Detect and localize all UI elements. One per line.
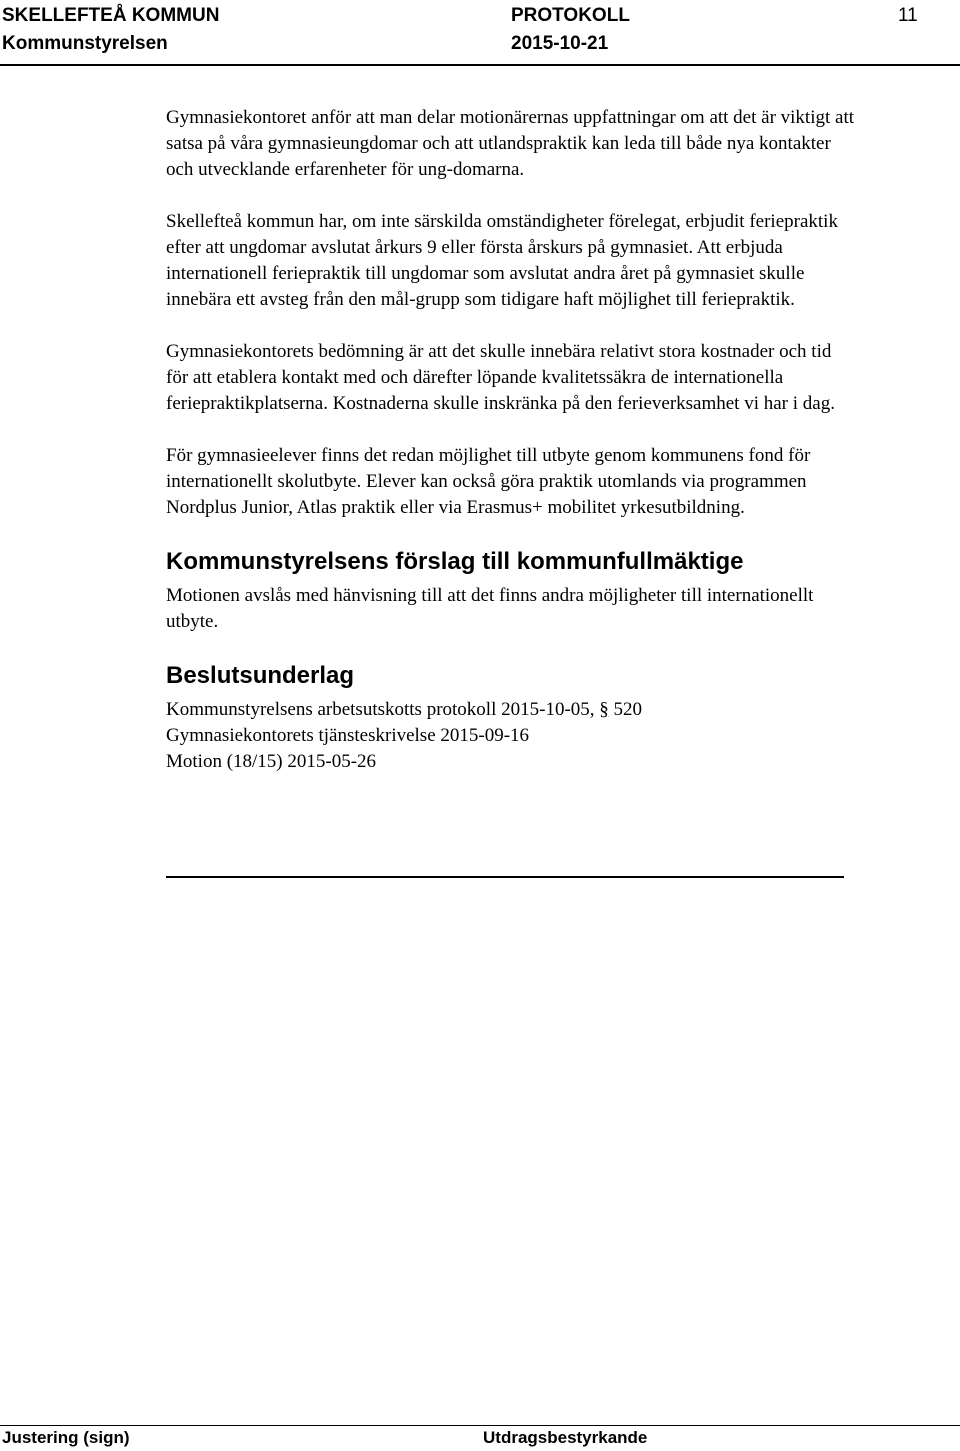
footer-justering-label: Justering (sign) bbox=[2, 1428, 130, 1447]
paragraph-utbyte: För gymnasieelever finns det redan möjlighet till utbyte genom kommunens fond för internationellt skolutbyte. Elever kan också göra praktik utomlands via programmen Nordplus Junior, Atlas praktik eller via Erasmus+ mobilitet yrkesutbildning. bbox=[166, 445, 811, 518]
paragraph-gymnasiekontoret: Gymnasiekontoret anför att man delar motionärernas uppfattningar om att det är viktigt att satsa på våra gymnasieungdomar och att utlandspraktik kan leda till både nya kontakter och utvecklande erfarenheter för ung-domarna. bbox=[166, 107, 855, 180]
document-body bbox=[166, 105, 856, 775]
basis-item-tjansteskrivelse: Gymnasiekontorets tjänsteskrivelse 2015-09-16 bbox=[166, 725, 530, 746]
basis-item-protocol-number: 520 bbox=[608, 699, 643, 720]
page-number: 11 bbox=[898, 5, 918, 26]
organization-name: SKELLEFTEÅ KOMMUN bbox=[2, 5, 220, 26]
page-footer bbox=[0, 1427, 960, 1451]
proposal-heading: Kommunstyrelsens förslag till kommunfullmäktige bbox=[166, 548, 744, 575]
footer-divider bbox=[0, 1425, 960, 1426]
basis-list bbox=[166, 697, 856, 775]
basis-item-protocol bbox=[166, 697, 856, 723]
document-type: PROTOKOLL bbox=[511, 5, 630, 26]
basis-heading: Beslutsunderlag bbox=[166, 662, 355, 689]
paragraph-bedomning: Gymnasiekontorets bedömning är att det skulle innebära relativt stora kostnader och tid för att etablera kontakt med och därefter löpande kvalitetssäkra de internationella feriepraktikplatserna. Kostnaderna skulle inskränka på den ferieverksamhet vi har i dag. bbox=[166, 341, 835, 414]
document-date: 2015-10-21 bbox=[511, 33, 609, 54]
basis-item-motion: Motion (18/15) 2015-05-26 bbox=[166, 751, 377, 772]
paragraph-feriepraktik: Skellefteå kommun har, om inte särskilda omständigheter förelegat, erbjudit feriepraktik efter att ungdomar avslutat årkurs 9 eller första årskurs på gymnasiet. Att erbjuda internationell feriepraktik till ungdomar som avslutat andra året på gymnasiet skulle innebära ett avsteg från den mål-grupp som tidigare haft möjlighet till feriepraktik. bbox=[166, 211, 838, 310]
footer-utdragsbestyrkande-label: Utdragsbestyrkande bbox=[483, 1428, 648, 1447]
page-header bbox=[0, 0, 960, 62]
header-divider bbox=[0, 64, 960, 66]
basis-item-protocol-text: Kommunstyrelsens arbetsutskotts protokoll 2015-10-05, bbox=[166, 699, 600, 720]
end-of-section-line bbox=[166, 876, 844, 878]
department-name: Kommunstyrelsen bbox=[2, 33, 168, 54]
proposal-text: Motionen avslås med hänvisning till att det finns andra möjligheter till internationellt utbyte. bbox=[166, 585, 814, 632]
section-link[interactable]: § bbox=[599, 699, 609, 720]
